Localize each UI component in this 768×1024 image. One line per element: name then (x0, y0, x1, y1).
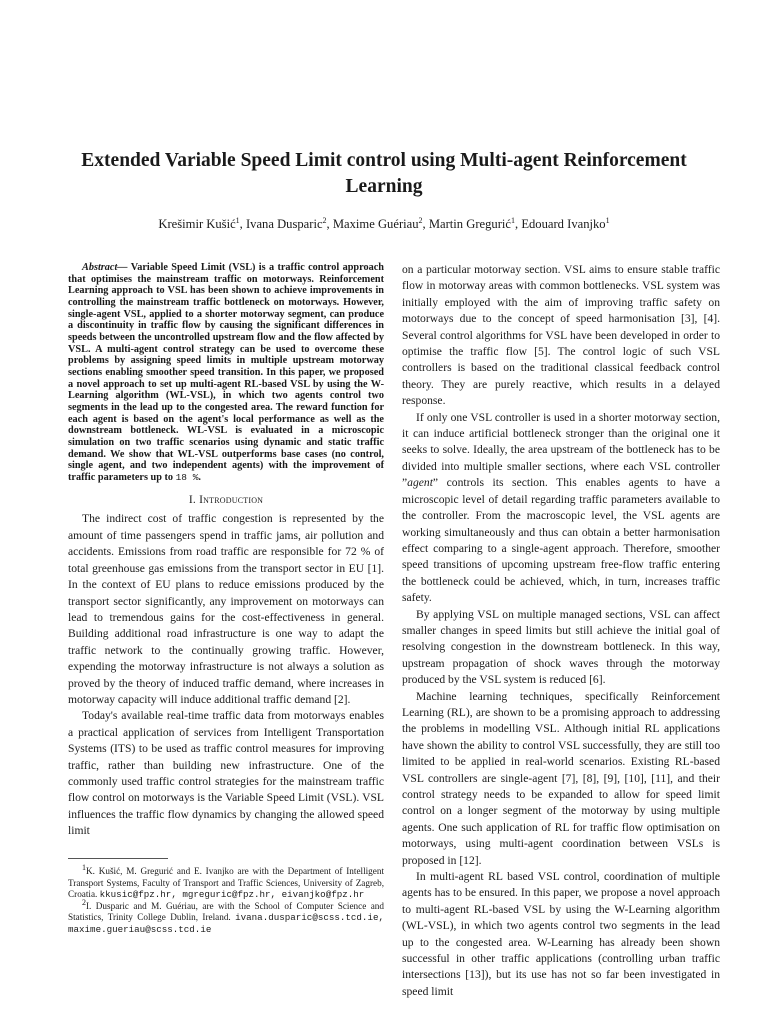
section-heading: I. Introduction (188, 493, 264, 507)
paragraph: By applying VSL on multiple managed sections, VSL can affect smaller changes in speed limits but still achieve the initial goal of resolving congestion in the downstream bottleneck. In this way, upstream propagation of shock waves through the motorway produced by the VSL system is reduced [6]. (402, 607, 720, 687)
footnote-emails: ivana.dusparic@scss.tcd.ie, maxime.gueriau@scss.tcd.ie (68, 912, 384, 935)
abstract-percent: 18 % (175, 471, 199, 483)
author: Edouard Ivanjko$^1$ (521, 215, 610, 231)
footnote-1: $^1$K. Kušić, M. Gregurić and E. Ivanjko are with the Department of Intelligent Transport Systems, Faculty of Transport and Traffic Sciences, University of Zagreb, Croatia. kkusic@fpz.hr, mgreguric@fpz.hr, eivanjko@fpz.hr (68, 862, 384, 901)
paragraph: Machine learning techniques, specifically Reinforcement Learning (RL), are shown to be a promising approach to addressing the problems in modelling VSL. Although initial RL applications have shown the ability to control VSL successfully, they are still too limited to be applied in real-world scenarios. Existing RL-based VSL controllers are single-agent [7], [8], [9], [10], [11], and their control strategy needs to be expanded to allow for speed limit control on a longer segment of the motorway by using multiple agents. One such application of RL for traffic flow optimisation on motorways, using multi-agent coordination between VSLs is proposed in [12]. (402, 689, 720, 867)
left-column (68, 262, 384, 840)
paragraph: If only one VSL controller is used in a shorter motorway section, it can induce artificial bottleneck stronger than the original one it seeks to solve. Ideally, the area upstream of the bottleneck has to be divided into multiple smaller sections, where each VSL controller ”agent” controls its section. This enables agents to have a microscopic level of detail regarding traffic parameters available to the controller. From the macroscopic level, the VSL agents are working simultaneously and thus can obtain a better harmonisation effect comparing to a single-agent approach. Therefore, smoother speed transitions of upcoming upstream free-flow traffic entering the bottleneck could be achieved, which, in turn, increases traffic safety. (402, 410, 720, 605)
footnote-emails: kkusic@fpz.hr, mgreguric@fpz.hr, eivanjko@fpz.hr (99, 889, 365, 901)
paper-title: Extended Variable Speed Limit control using Multi-agent Reinforcement Learning (81, 150, 687, 197)
paragraph: The indirect cost of traffic congestion is represented by the amount of time passengers spend in traffic jams, air pollution and accidents. Emissions from road traffic are responsible for 72 % of total greenhouse gas emissions from the transport sector in EU [1]. In the context of EU plans to reduce emissions produced by the transport sector significantly, any improvement on motorways can lead to tremendous gains for the cost-effectiveness in general. Building additional road infrastructure is one way to adapt the traffic network to the continually growing traffic. However, expending the motorway infrastructure is not always a solution as proved by the theory of induced traffic demand, where increases in motorway capacity will induce additional traffic demand [2]. (68, 512, 384, 706)
abstract: Abstract— Variable Speed Limit (VSL) is a traffic control approach that optimises the mainstream traffic on motorways. Reinforcement Learning approach to VSL has been shown to achieve improvements in controlling the mainstream traffic bottleneck on motorways. However, single-agent VSL, applied to a shorter motorway segment, can produce a discontinuity in traffic flow by causing the significant differences in speeds between the uncontrolled upstream flow and the flow affected by VSL. A multi-agent control strategy can be used to overcome these problems by assigning speed limits in multiple upstream motorway sections enabling smoother speed transition. In this paper, we proposed a novel approach to set up multi-agent RL-based VSL by using the W-Learning algorithm (WL-VSL), in which two agents control two segments in the lead up to the congested area. The reward function for each agent is based on the agent's local performance as well as the downstream bottleneck. WL-VSL is evaluated in a microscopic simulation on two traffic scenarios using dynamic and static traffic demand. We show that WL-VSL outperforms base cases (no control, single agent, and two independent agents) with the improvement of traffic parameters up to 18 %. (68, 262, 384, 483)
paragraph: In multi-agent RL based VSL control, coordination of multiple agents has to be ensured. In this paper, we propose a novel approach to multi-agent RL-based VSL by using the W-Learning algorithm (WL-VSL), in which two agents control two segments in the lead up to the congested area. W-Learning has already been shown successful in other traffic applications (controlling urban traffic intersections [13]), but its use has not so far been investigated in speed limit (402, 870, 720, 998)
footnote-rule (68, 858, 168, 859)
paragraph: on a particular motorway section. VSL aims to ensure stable traffic flow in motorway areas with common bottlenecks. VSL system was initially employed with the aim of improving traffic safety on motorways due to the concept of speed harmonisation [3], [4]. Several control algorithms for VSL have been developed in order to optimise the traffic flow [5]. The control logic of such VSL controllers is based on the traditional classical feedback control theory. They are purely reactive, which results in a delayed response. (402, 263, 720, 408)
abstract-lead: Abstract— (82, 262, 128, 273)
emphasis-agent: agent (407, 476, 433, 490)
footnotes (68, 862, 384, 936)
author: Ivana Dusparic$^2$, (245, 215, 333, 231)
author-list (40, 216, 728, 232)
left-body (68, 511, 384, 839)
author: Krešimir Kušić$^1$, (158, 215, 246, 231)
abstract-text: Variable Speed Limit (VSL) is a traffic control approach that optimises the mainstream traffic on motorways. Reinforcement Learning approach to VSL has been shown to achieve improvements in controlling the mainstream traffic bottleneck on motorways. However, single-agent VSL, applied to a shorter motorway segment, can produce a discontinuity in traffic flow by causing the significant differences in speeds between the uncontrolled upstream flow and the flow affected by VSL. A multi-agent control strategy can be used to overcome these problems by assigning speed limits in multiple upstream motorway sections enabling smoother speed transition. In this paper, we proposed a novel approach to set up multi-agent RL-based VSL by using the W-Learning algorithm (WL-VSL), in which two agents control two segments in the lead up to the congested area. The reward function for each agent is based on the agent's local performance as well as the downstream bottleneck. WL-VSL is evaluated in a microscopic simulation on two traffic scenarios using dynamic and static traffic demand. We show that WL-VSL outperforms base cases (no control, single agent, and two independent agents) with the improvement of traffic parameters up to (68, 262, 384, 483)
author: Martin Gregurić$^1$, (428, 215, 522, 231)
footnote-2: $^2$I. Dusparic and M. Guériau, are with the School of Computer Science and Statistics, Trinity College Dublin, Ireland. ivana.dusparic@scss.tcd.ie, maxime.gueriau@scss.tcd.ie (68, 897, 384, 935)
paragraph: Today's available real-time traffic data from motorways enables a practical application of services from Intelligent Transportation Systems (ITS) to be used as traffic control measures for improving traffic, rather than building new infrastructure. One of the commonly used traffic control strategies for the mainstream traffic flow control on motorways is the Variable Speed Limit (VSL). VSL influences the traffic flow dynamics by changing the allowed speed limit (68, 709, 384, 838)
author: Maxime Guériau$^2$, (332, 215, 429, 231)
right-column (402, 262, 720, 1000)
